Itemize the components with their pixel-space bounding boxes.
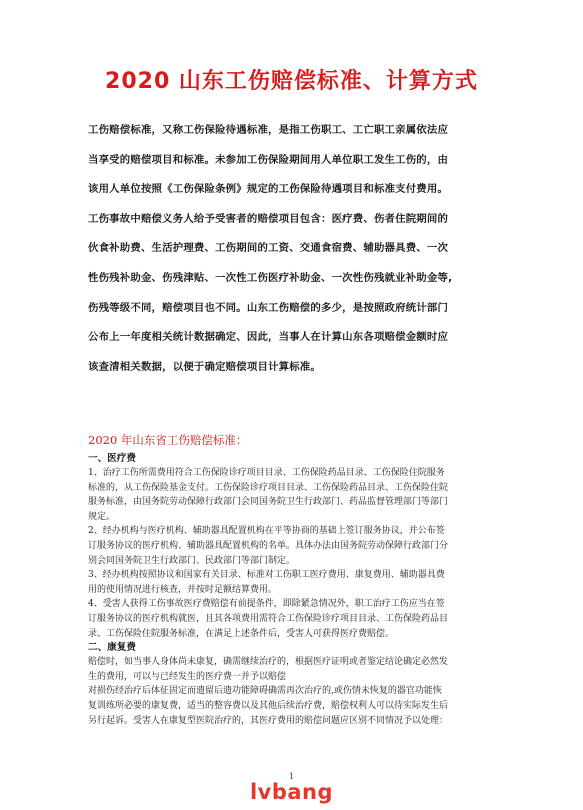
intro-line: 伤残等级不同，赔偿项目也不同。山东工伤赔偿的多少，是按照政府统计部门 bbox=[88, 301, 449, 314]
section-heading-medical: 一、医疗费 bbox=[88, 453, 136, 464]
body-line: 另行起诉。受害人在康复型医院治疗的，其医疗费用的赔偿问题应区别不同情况予以处理： bbox=[88, 715, 449, 726]
body-line: 2、经办机构与医疗机构、辅助器具配置机构在平等协商的基础上签订服务协议，并公布签 bbox=[88, 526, 445, 537]
page-number: 1 bbox=[288, 772, 295, 781]
intro-line: 伙食补助费、生活护理费、工伤期间的工资、交通食宿费、辅助器具费、一次 bbox=[88, 242, 449, 255]
body-line: 用的使用情况进行核查，并按时足额结算费用。 bbox=[88, 584, 278, 595]
intro-paragraphs bbox=[88, 116, 498, 382]
body-line: 复训练所必要的康复费，适当的整容费以及其他后续治疗费，赔偿权利人可以待实际发生后 bbox=[88, 700, 449, 711]
body-line: 录、工伤保险住院服务标准，在满足上述条件后，受害人可获得医疗费赔偿。 bbox=[88, 628, 395, 639]
intro-line: 工伤赔偿标准，又称工伤保险待遇标准，是指工伤职工、工亡职工亲属依法应 bbox=[88, 124, 449, 136]
body-line: 赔偿时，如当事人身体尚未康复，确需继续治疗的，根据医疗证明或者鉴定结论确定必然发 bbox=[88, 657, 449, 668]
body-line: 4、受害人获得工伤事故医疗费赔偿有前提条件，即除紧急情况外，职工治疗工伤应当在签 bbox=[88, 599, 445, 610]
body-line: 规定。 bbox=[88, 511, 116, 522]
body-line: 生的费用，可以与已经发生的医疗费一并予以赔偿 bbox=[88, 671, 287, 682]
document-title: 2020 山东工伤赔偿标准、计算方式 bbox=[105, 69, 478, 94]
body-line: 标准的，从工伤保险基金支付。工伤保险诊疗项目目录、工伤保险药品目录、工伤保险住院 bbox=[88, 482, 449, 493]
body-line: 服务标准，由国务院劳动保障行政部门会同国务院卫生行政部门、药品监督管理部门等部门 bbox=[88, 497, 449, 508]
standards-body bbox=[88, 452, 513, 728]
body-line: 订服务协议的医疗机构、辅助器具配置机构的名单。具体办法由国务院劳动保障行政部门分 bbox=[88, 540, 449, 551]
body-line: 1、治疗工伤所需费用符合工伤保险诊疗项目目录、工伤保险药品目录、工伤保险住院服务 bbox=[88, 468, 445, 478]
intro-line: 公布上一年度相关统计数据确定、因此，当事人在计算山东各项赔偿金额时应 bbox=[88, 331, 449, 344]
body-line: 对损伤经治疗后体征固定而遗留后遗功能障碍确需再次治疗的,或伤情未恢复的器官功能恢 bbox=[88, 686, 442, 697]
watermark-logo: lvbang bbox=[249, 780, 334, 804]
intro-line: 当享受的赔偿项目和标准。未参加工伤保险期间用人单位职工发生工伤的，由 bbox=[88, 153, 449, 166]
intro-line: 工伤事故中赔偿义务人给予受害者的赔偿项目包含：医疗费、伤者住院期间的 bbox=[88, 212, 449, 225]
body-line: 3、经办机构按照协议和国家有关目录、标准对工伤职工医疗费用、康复费用、辅助器具费 bbox=[88, 570, 445, 581]
intro-line: 该用人单位按照《工伤保险条例》规定的工伤保险待遇项目和标准支付费用。 bbox=[88, 183, 449, 196]
intro-line: 性伤残补助金、伤残津贴、一次性工伤医疗补助金、一次性伤残就业补助金等, bbox=[88, 271, 453, 284]
intro-line: 该查清相关数据，以便于确定赔偿项目计算标准。 bbox=[88, 360, 321, 373]
standards-subtitle: 2020 年山东省工伤赔偿标准： bbox=[88, 433, 248, 447]
section-heading-rehab: 二、康复费 bbox=[88, 642, 136, 654]
body-line: 订服务协议的医疗机构就医，且其各项费用需符合工伤保险诊疗项目目录、工伤保险药品目 bbox=[88, 613, 449, 624]
body-line: 别会同国务院卫生行政部门、民政部门等部门制定。 bbox=[88, 555, 296, 566]
